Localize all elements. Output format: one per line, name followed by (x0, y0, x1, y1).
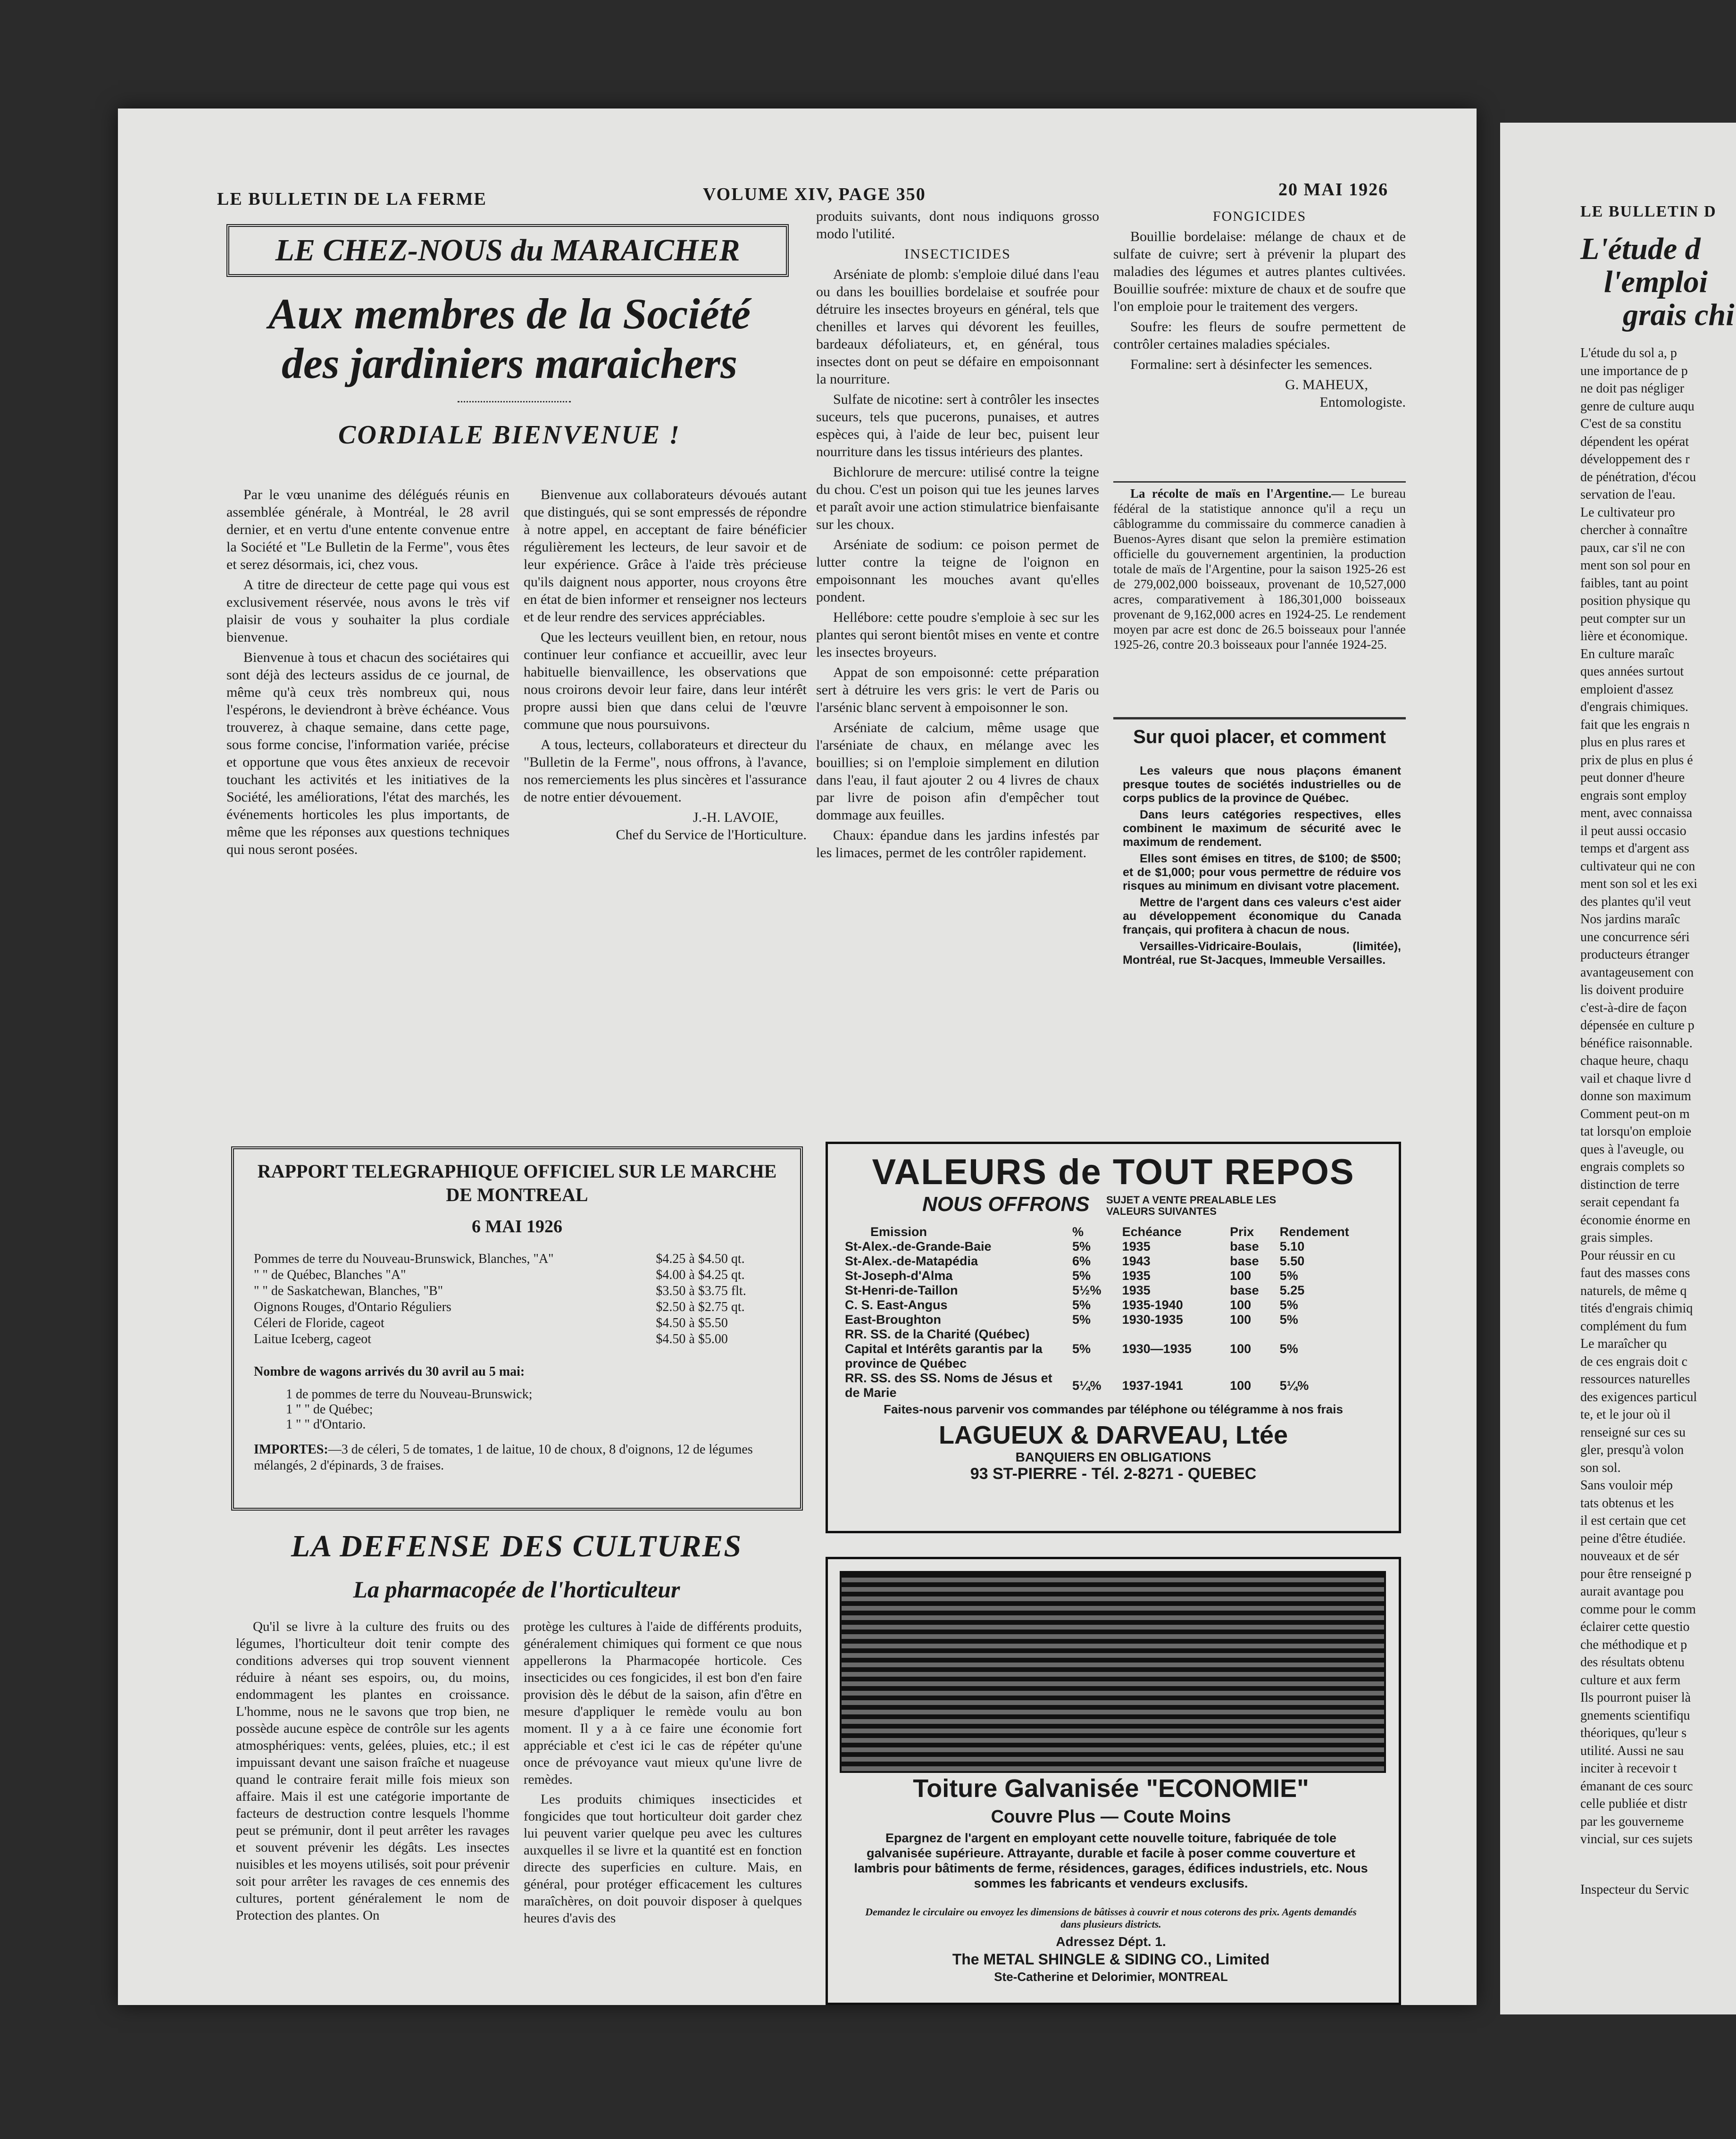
table-row (251, 1315, 779, 1331)
insecticide-paragraph: Sulfate de nicotine: sert à contrôler les insectes suceurs, tels que pucerons, punaises, et autres espèces qui, à l'aide de leur bec, puisent leur nourriture dans les tissus intérieurs des plantes. (816, 392, 1099, 460)
price-value: $4.00 à $4.25 qt. (656, 1268, 745, 1282)
text-line: tités d'engrais chimiq (1580, 1301, 1693, 1316)
table-cell: 5¼% (1072, 1378, 1102, 1393)
text-line: théoriques, qu'leur s (1580, 1726, 1687, 1740)
table-cell: 6% (1072, 1254, 1091, 1268)
text-line: Ils pourront puiser là (1580, 1690, 1691, 1705)
text-line: chaque heure, chaqu (1580, 1053, 1689, 1068)
valeurs-subtitle: NOUS OFFRONS (922, 1193, 1090, 1216)
toiture-note: Demandez le circulaire ou envoyez les dimensions de bâtisses à couvrir et nous coterons des prix. Agents demandés dans plusieurs districts. (865, 1906, 1357, 1930)
fongicide-paragraph: Formaline: sert à désinfecter les semences. (1130, 357, 1373, 372)
table-cell: East-Broughton (845, 1312, 941, 1327)
toiture-address-label: Adressez Dépt. 1. (1056, 1934, 1166, 1949)
next-page-title-line1: L'étude d (1580, 232, 1701, 266)
text-line: lis doivent produire (1580, 983, 1684, 997)
text-line: prix de plus en plus é (1580, 752, 1693, 768)
text-line: plus en plus rares et (1580, 735, 1686, 750)
table-cell: 100 (1230, 1269, 1252, 1283)
insecticide-paragraph: Bichlorure de mercure: utilisé contre la teigne du chou. C'est un poison qui tue les jeunes larves et paraît avoir une action stimulatrice bienfaisante sur les choux. (816, 464, 1099, 532)
price-item: " " de Québec, Blanches "A" (254, 1268, 406, 1282)
text-line: de ces engrais doit c (1580, 1354, 1688, 1369)
toiture-title: Toiture Galvanisée "ECONOMIE" (913, 1774, 1309, 1803)
table-cell: 1935 (1122, 1283, 1151, 1297)
article-paragraph: Bienvenue aux collaborateurs dévoués autant que distingués, qui se sont empressés de répondre à notre appel, en acceptant de faire bénéficier régulièrement les lecteurs, de leur savoir et de leur expérience. Grâce à l'aide très précieuse qu'ils daignent nous apporter, nous croyons être en état de bien informer et renseigner nos lecteurs et de leur rendre des services appréciables. (524, 487, 807, 625)
article-paragraph: Que les lecteurs veuillent bien, en retour, nous continuer leur confiance et accueillir, avec leur habituelle bienvaillence, les observations que nous croirons devoir leur faire, dans leur intérêt propre aussi bien que dans celui de l'œuvre commune que nous poursuivons. (524, 629, 807, 732)
ornament-divider (458, 401, 571, 404)
table-cell: 1935 (1122, 1239, 1151, 1253)
table-cell: 100 (1230, 1342, 1252, 1356)
text-line: Comment peut-on m (1580, 1106, 1690, 1121)
column-header: Emission (870, 1225, 927, 1239)
text-line: vail et chaque livre d (1580, 1071, 1691, 1086)
text-line: distinction de terre (1580, 1177, 1679, 1192)
text-line: peut compter sur un (1580, 611, 1686, 626)
wagons-list (286, 1387, 800, 1432)
text-line: tats obtenus et les (1580, 1496, 1674, 1511)
table-row (251, 1283, 779, 1299)
importes-line (254, 1442, 781, 1474)
column-rule (1113, 717, 1406, 719)
valeurs-company-subtitle: BANQUIERS EN OBLIGATIONS (1015, 1450, 1211, 1464)
text-line: une concurrence séri (1580, 929, 1690, 944)
defense-paragraph: Qu'il se livre à la culture des fruits ou des légumes, l'horticulteur doit tenir compte des conditions adverses qui trop souvent viennent réduire à néant ses espoirs, ou, du moins, endommagent les plantes en croissance. L'homme, nous ne le savons que trop bien, ne possède aucune espèce de contrôle sur les agents atmosphériques: vents, gelées, pluies, etc.; il est impuissant devant une saison fraîche et nuageuse quand le contraire ferait mille fois mieux son affaire. Mais il est une catégorie importante de facteurs de destruction contre lesquels l'homme peut se prémunir, dont il peut arrêter les ravages et souvent prévenir les dégâts. Les insectes nuisibles et les moyens utilisés, soit pour prévenir soit pour arrêter les ravages de ces ennemis des cultures, portent généralement le nom de Protection des plantes. On (236, 1619, 509, 1923)
placer-paragraph: Mettre de l'argent dans ces valeurs c'est aider au développement économique du Canada français, qui profitera à chacun de nous. (1123, 896, 1401, 936)
table-cell: base (1230, 1239, 1259, 1253)
text-line: il est certain que cet (1580, 1513, 1686, 1528)
newspaper-page (118, 109, 1477, 2005)
text-line: ne doit pas négliger (1580, 381, 1685, 396)
table-row (251, 1251, 779, 1267)
table-cell: 5% (1072, 1269, 1091, 1283)
placer-paragraph: Elles sont émises en titres, de $100; de $500; et de $1,000; pour vous permettre de réduire vos risques au minimum en divisant votre placement. (1123, 852, 1401, 893)
text-line: utilité. Aussi ne sau (1580, 1743, 1684, 1758)
price-value: $4.25 à $4.50 qt. (656, 1252, 745, 1266)
fongicides-heading: FONGICIDES (1212, 209, 1307, 224)
market-price-table (251, 1251, 779, 1347)
toiture-slogan: Couvre Plus — Coute Moins (991, 1807, 1231, 1827)
article-paragraph: Bienvenue à tous et chacun des sociétaires qui sont déjà des lecteurs assidus de ce journal, de même qu'à ceux très nombreux qui, nous l'espérons, le deviendront à brève échéance. Vous trouverez, à chaque semaine, dans cette page, sous forme concise, l'information variée, précise et opportune que vous êtes anxieux de recevoir touchant les activités et les initiatives de la Société, les améliorations, l'état des marchés, les événements horticoles les plus importants, de même que les réponses aux questions techniques qui nous seront posées. (226, 650, 509, 857)
text-line: fait que les engrais n (1580, 717, 1690, 732)
table-cell: base (1230, 1283, 1259, 1297)
table-cell: 5% (1072, 1298, 1091, 1312)
toiture-company-address: Ste-Catherine et Delorimier, MONTREAL (994, 1970, 1228, 1984)
text-line: vincial, sur ces sujets (1580, 1832, 1693, 1847)
table-cell: C. S. East-Angus (845, 1298, 948, 1312)
market-report-date: 6 MAI 1926 (471, 1217, 563, 1237)
article-column-2 (524, 486, 807, 844)
table-cell: 1943 (1122, 1254, 1151, 1268)
table-cell: St-Henri-de-Taillon (845, 1283, 958, 1297)
table-cell: St-Joseph-d'Alma (845, 1269, 953, 1283)
table-cell: RR. SS. des SS. Noms de Jésus et de Marie (845, 1371, 1052, 1400)
text-line: des plantes qu'il veut (1580, 894, 1691, 909)
table-row (842, 1254, 1385, 1269)
table-header-row (842, 1225, 1385, 1239)
placer-paragraph: Dans leurs catégories respectives, elles combinent le maximum de sécurité avec le maximum de rendement. (1123, 808, 1401, 849)
article-paragraph: A titre de directeur de cette page qui vous est exclusivement réservée, nous avons le très vif plaisir de vous y souhaiter la plus cordiale bienvenue. (226, 577, 509, 645)
text-line: Le cultivateur pro (1580, 505, 1675, 520)
article-paragraph: Par le vœu unanime des délégués réunis en assemblée générale, à Montréal, le 28 avril dernier, et en vertu d'une entente convenue entre la Société et "Le Bulletin de la Ferme", vous êtes et serez désormais, ici, chez vous. (226, 487, 509, 572)
text-line: te, et le jour où il (1580, 1407, 1671, 1422)
text-line: L'étude du sol a, p (1580, 346, 1677, 360)
text-line: nouveaux et de sér (1580, 1549, 1679, 1563)
text-line: gnements scientifiqu (1580, 1708, 1690, 1723)
text-line: serait cependant fa (1580, 1195, 1679, 1210)
valeurs-table (842, 1225, 1385, 1400)
table-cell: RR. SS. de la Charité (Québec) Capital et Intérêts garantis par la province de Québec (845, 1327, 1043, 1370)
text-line: émanant de ces sourc (1580, 1779, 1693, 1794)
defense-paragraph: protège les cultures à l'aide de différents produits, généralement chimiques qui forment ce que nous appellerons la Pharmacopée horticole. Ces insecticides ou ces fongicides, il est bon d'en faire provision dès le début de la saison, afin d'être en mesure d'appliquer le remède voulu au bon moment. Il y a à ce faire une économie fort appréciable et c'est ici le cas de répéter qu'une once de prévoyance vaut mieux qu'une livre de remèdes. (524, 1619, 802, 1787)
text-line: culture et aux ferm (1580, 1672, 1681, 1688)
text-line: ment, avec connaissa (1580, 806, 1693, 820)
price-item: Oignons Rouges, d'Ontario Réguliers (254, 1300, 451, 1314)
insecticides-heading: INSECTICIDES (904, 246, 1011, 262)
table-cell: 5% (1072, 1312, 1091, 1327)
fongicides-signature-title: Entomologiste. (1319, 394, 1406, 410)
price-item: Céleri de Floride, cageot (254, 1316, 384, 1330)
text-line: engrais complets so (1580, 1160, 1685, 1174)
text-line: aurait avantage pou (1580, 1584, 1684, 1599)
importes-text: —3 de céleri, 5 de tomates, 1 de laitue, 10 de choux, 8 d'oignons, 12 de légumes mélangés, 2 d'épinards, 3 de fraises. (254, 1442, 753, 1473)
table-cell: 1937-1941 (1122, 1378, 1183, 1393)
text-line: développement des r (1580, 452, 1690, 467)
adjoining-page (1500, 123, 1736, 2014)
table-cell: 5% (1279, 1298, 1298, 1312)
argentine-item (1113, 486, 1406, 655)
text-line: pour être renseigné p (1580, 1566, 1692, 1581)
insecticide-paragraph: Arséniate de sodium: ce poison permet de lutter contre la teigne de l'oignon en empoisonnant les mouches avant qu'elles pondent. (816, 537, 1099, 605)
text-line: grais simples. (1580, 1230, 1653, 1245)
price-item: Laitue Iceberg, cageot (254, 1332, 372, 1346)
placer-title: Sur quoi placer, et comment (1133, 727, 1386, 747)
text-line: des résultats obtenu (1580, 1655, 1685, 1670)
text-line: bénéfice raisonnable. (1580, 1036, 1693, 1051)
text-line: inciter à recevoir t (1580, 1761, 1677, 1776)
fongicide-paragraph: Bouillie bordelaise: mélange de chaux et de sulfate de cuivre; sert à prévenir la plupart des maladies des légumes et autres plantes cultivées. Bouillie soufrée: mixture de chaux et de soufre que l'on emploie pour le traitement des vergers. (1113, 229, 1406, 314)
table-cell: 100 (1230, 1312, 1252, 1327)
text-line: ressources naturelles (1580, 1372, 1690, 1387)
text-line: lière et économique. (1580, 629, 1688, 643)
article-subtitle: CORDIALE BIENVENUE ! (338, 420, 681, 450)
price-item: " " de Saskatchewan, Blanches, "B" (254, 1284, 443, 1298)
placer-paragraph: Les valeurs que nous plaçons émanent presque toutes de sociétés industrielles ou de corps publics de la province de Québec. (1123, 764, 1401, 805)
text-line: comme pour le comm (1580, 1602, 1696, 1617)
price-value: $4.50 à $5.00 (656, 1332, 728, 1346)
insecticide-paragraph: Chaux: épandue dans les jardins infestés par les limaces, permet de les contrôler rapidement. (816, 827, 1099, 861)
insecticide-paragraph: Hellébore: cette poudre s'emploie à sec sur les plantes qui seront bientôt mises en vente et contre les insectes broyeurs. (816, 610, 1099, 660)
text-line: renseigné sur ces su (1580, 1425, 1686, 1440)
table-cell: St-Alex.-de-Grande-Baie (845, 1239, 992, 1253)
placer-paragraph: Versailles-Vidricaire-Boulais, (limitée), Montréal, rue St-Jacques, Immeuble Versailles. (1123, 940, 1401, 967)
text-line: En culture maraîc (1580, 646, 1675, 661)
insecticide-paragraph: Arséniate de calcium, même usage que l'arséniate de chaux, en mélange avec les bouillies; si on l'emploie simplement en dilution dans l'eau, il faut ajouter 2 ou 4 livres de chaux par livre de poison afin d'empêcher tout dommage aux feuilles. (816, 720, 1099, 823)
text-line: peine d'être étudiée. (1580, 1531, 1686, 1546)
article-signature: J.-H. LAVOIE, (693, 810, 778, 825)
text-line: ques années surtout (1580, 664, 1684, 679)
article-title-line2: des jardiniers maraichers (281, 339, 738, 387)
importes-label: IMPORTES: (254, 1442, 328, 1457)
text-line: une importance de p (1580, 363, 1688, 378)
table-cell: 5% (1072, 1342, 1091, 1356)
price-value: $2.50 à $2.75 qt. (656, 1300, 745, 1314)
text-line: ques à l'aveugle, ou (1580, 1142, 1684, 1157)
fongicide-paragraph: Soufre: les fleurs de soufre permettent de contrôler certaines maladies spéciales. (1113, 319, 1406, 352)
text-line: faibles, tant au point (1580, 576, 1688, 591)
section-banner: LE CHEZ-NOUS du MARAICHER (226, 224, 789, 277)
table-row (842, 1327, 1385, 1371)
table-row (842, 1283, 1385, 1298)
table-row (842, 1269, 1385, 1283)
defense-subtitle: La pharmacopée de l'horticulteur (353, 1576, 680, 1603)
wagons-line: 1 " " d'Ontario. (286, 1417, 366, 1432)
table-cell: 5.25 (1279, 1283, 1305, 1297)
text-line: engrais sont employ (1580, 788, 1687, 803)
valeurs-address: 93 ST-PIERRE - Tél. 2-8271 - QUEBEC (970, 1465, 1257, 1483)
running-header-date: 20 MAI 1926 (1278, 180, 1389, 200)
wagons-line: 1 " " de Québec; (286, 1402, 373, 1417)
text-line: Nos jardins maraîc (1580, 912, 1680, 927)
article-column-1 (226, 486, 509, 861)
column-header: Echéance (1122, 1225, 1182, 1239)
wagons-title: Nombre de wagons arrivés du 30 avril au 5 mai: (254, 1364, 525, 1379)
corrugated-roof-image (840, 1571, 1386, 1773)
price-item: Pommes de terre du Nouveau-Brunswick, Blanches, "A" (254, 1252, 554, 1266)
text-line: d'engrais chimiques. (1580, 700, 1688, 714)
placer-body (1123, 764, 1401, 970)
valeurs-footer: Faites-nous parvenir vos commandes par téléphone ou télégramme à nos frais (884, 1402, 1343, 1416)
next-page-column (1580, 344, 1736, 1848)
text-line: économie énorme en (1580, 1212, 1691, 1228)
market-report-title: RAPPORT TELEGRAPHIQUE OFFICIEL SUR LE MARCHE DE MONTREAL (257, 1161, 777, 1205)
column-header: Rendement (1279, 1225, 1349, 1239)
text-line: che méthodique et p (1580, 1637, 1687, 1652)
text-line: Pour réussir en cu (1580, 1248, 1676, 1263)
text-line: dépendent les opérat (1580, 434, 1689, 449)
text-line: chercher à connaître (1580, 523, 1687, 537)
column-header: Prix (1230, 1225, 1254, 1239)
next-page-signature: Inspecteur du Servic (1580, 1882, 1689, 1897)
text-line: servation de l'eau. (1580, 487, 1676, 502)
column-header: % (1072, 1225, 1084, 1239)
running-header-center: VOLUME XIV, PAGE 350 (703, 184, 926, 204)
text-line: naturels, de même q (1580, 1283, 1687, 1298)
table-cell: 5% (1072, 1239, 1091, 1253)
text-line: paux, car s'il ne con (1580, 540, 1685, 555)
text-line: position physique qu (1580, 593, 1691, 608)
text-line: tat lorsqu'on emploie (1580, 1124, 1692, 1139)
table-row (842, 1312, 1385, 1327)
text-line: par les gouverneme (1580, 1814, 1684, 1829)
running-header-left: LE BULLETIN DE LA FERME (217, 189, 487, 209)
text-line: son sol. (1580, 1460, 1621, 1475)
text-line: Sans vouloir mép (1580, 1478, 1673, 1493)
article-paragraph: A tous, lecteurs, collaborateurs et directeur du "Bulletin de la Ferme", nous offrons, à l'avance, nos remerciements les plus sincères et l'assurance de notre entier dévouement. (524, 737, 807, 805)
text-line: genre de culture auqu (1580, 399, 1694, 414)
table-cell: 1930—1935 (1122, 1342, 1192, 1356)
text-line: complément du fum (1580, 1319, 1687, 1334)
text-line: donne son maximum (1580, 1089, 1691, 1103)
table-cell: 5% (1279, 1269, 1298, 1283)
argentine-title: La récolte de maïs en l'Argentine.— (1130, 486, 1344, 501)
text-line: peut donner d'heure (1580, 770, 1685, 785)
table-cell: 1930-1935 (1122, 1312, 1183, 1327)
table-row (842, 1239, 1385, 1254)
next-page-title-line2: l'emploi (1604, 265, 1708, 299)
text-line: producteurs étranger (1580, 947, 1689, 962)
column-rule (1113, 481, 1406, 483)
table-row (251, 1299, 779, 1315)
table-cell: 1935 (1122, 1269, 1151, 1283)
price-value: $3.50 à $3.75 flt. (656, 1284, 746, 1298)
valeurs-title: VALEURS de TOUT REPOS (872, 1152, 1355, 1192)
text-line: temps et d'argent ass (1580, 841, 1689, 856)
table-cell: 5% (1279, 1312, 1298, 1327)
defense-title: LA DEFENSE DES CULTURES (291, 1529, 743, 1563)
valeurs-company: LAGUEUX & DARVEAU, Ltée (938, 1421, 1288, 1449)
text-line: gler, presqu'à volon (1580, 1443, 1684, 1457)
table-cell: 100 (1230, 1378, 1252, 1393)
text-line: C'est de sa constitu (1580, 417, 1682, 431)
table-row (842, 1298, 1385, 1312)
text-line: ment son sol et les exi (1580, 877, 1698, 891)
toiture-text: Epargnez de l'argent en employant cette nouvelle toiture, fabriquée de tole galvanisée supérieure. Attrayante, durable et facile à poser comme couverture et lambris pour bâtiments de ferme, résidences, garages, édifices industriels, etc. Nous sommes les fabricants et vendeurs exclusifs. (854, 1831, 1368, 1890)
text-line: Le maraîcher qu (1580, 1337, 1667, 1351)
insecticide-paragraph: Arséniate de plomb: s'emploie dilué dans l'eau ou dans les bouillies bordelaise et soufrée pour détruire les insectes broyeurs en général, tels que chenilles et larves qui dévorent les feuilles, bardeaux défoliateurs, et, en général, tous insectes dont on peut se défaire en empoisonnant la nourriture. (816, 267, 1099, 387)
table-cell: 5% (1279, 1342, 1298, 1356)
table-cell: 5½% (1072, 1283, 1102, 1297)
valeurs-ad (826, 1142, 1401, 1533)
fongicides-signature: G. MAHEUX, (1285, 377, 1368, 393)
text-line: des exigences particul (1580, 1389, 1697, 1404)
text-line: cultivateur qui ne con (1580, 859, 1695, 874)
defense-column-1 (236, 1618, 509, 1927)
table-cell: 1935-1940 (1122, 1298, 1183, 1312)
text-line: emploient d'assez (1580, 682, 1674, 697)
wagons-line: 1 de pommes de terre du Nouveau-Brunswick; (286, 1387, 533, 1402)
toiture-company: The METAL SHINGLE & SIDING CO., Limited (952, 1951, 1270, 1968)
defense-paragraph: Les produits chimiques insecticides et fongicides que tout horticulteur doit garder chez lui peuvent varier quelque peu avec les cultures auxquelles il se livre et la quantité est en fonction directe des superficies en culture. Mais, en général, pour protéger efficacement les cultures maraîchères, on doit pouvoir disposer à quelques heures d'avis des (524, 1792, 802, 1926)
text-line: faut des masses cons (1580, 1266, 1690, 1280)
fongicides-column (1113, 208, 1406, 411)
article-signature-title: Chef du Service de l'Horticulture. (616, 827, 807, 843)
defense-column-2 (524, 1618, 802, 1930)
text-line: il peut aussi occasio (1580, 823, 1686, 838)
table-row (842, 1371, 1385, 1400)
market-report-box (231, 1146, 803, 1511)
next-page-title-line3: grais chi (1623, 298, 1735, 332)
text-line: dépensée en culture p (1580, 1018, 1694, 1033)
text-line: avantageusement con (1580, 965, 1694, 980)
next-page-header: LE BULLETIN D (1580, 203, 1717, 220)
argentine-text: Le bureau fédéral de la statistique annonce qu'il a reçu un câblogramme du commissaire du commerce canadien à Buenos-Ayres disant que selon la première estimation officielle du gouvernement argentinien, la production totale de maïs de l'Argentine, pour la saison 1925-26 est de 279,002,000 boisseaux, provenant de 10,527,000 acres, comparativement à 186,301,000 boisseaux provenant de 9,162,000 acres en 1924-25. Le rendement moyen par acre est donc de 26.5 boisseaux pour l'année 1925-26, contre 20.3 boisseaux pour l'année 1924-25. (1113, 486, 1406, 652)
table-cell: base (1230, 1254, 1259, 1268)
text-line: celle publiée et distr (1580, 1796, 1687, 1811)
insecticide-paragraph: Appat de son empoisonné: cette préparation sert à détruire les vers gris: le vert de Paris ou l'arsénic blanc servent à empoisonner le son. (816, 665, 1099, 715)
text-line: ment son sol pour en (1580, 558, 1691, 573)
price-value: $4.50 à $5.50 (656, 1316, 728, 1330)
text-line: éclairer cette questio (1580, 1620, 1690, 1634)
insecticides-column (816, 208, 1099, 864)
table-row (251, 1267, 779, 1283)
valeurs-note: SUJET A VENTE PREALABLE LES VALEURS SUIVANTES (1106, 1194, 1277, 1217)
text-line: c'est-à-dire de façon (1580, 1000, 1687, 1015)
text-line: de pénétration, d'écou (1580, 469, 1696, 485)
table-row (251, 1331, 779, 1347)
table-cell: 5.50 (1279, 1254, 1305, 1268)
table-cell: St-Alex.-de-Matapédia (845, 1254, 978, 1268)
table-cell: 5¼% (1279, 1378, 1309, 1393)
table-cell: 100 (1230, 1298, 1252, 1312)
article-title-line1: Aux membres de la Société (268, 290, 751, 338)
table-cell: 5.10 (1279, 1239, 1305, 1253)
continuation-intro: produits suivants, dont nous indiquons grosso modo l'utilité. (816, 209, 1099, 242)
